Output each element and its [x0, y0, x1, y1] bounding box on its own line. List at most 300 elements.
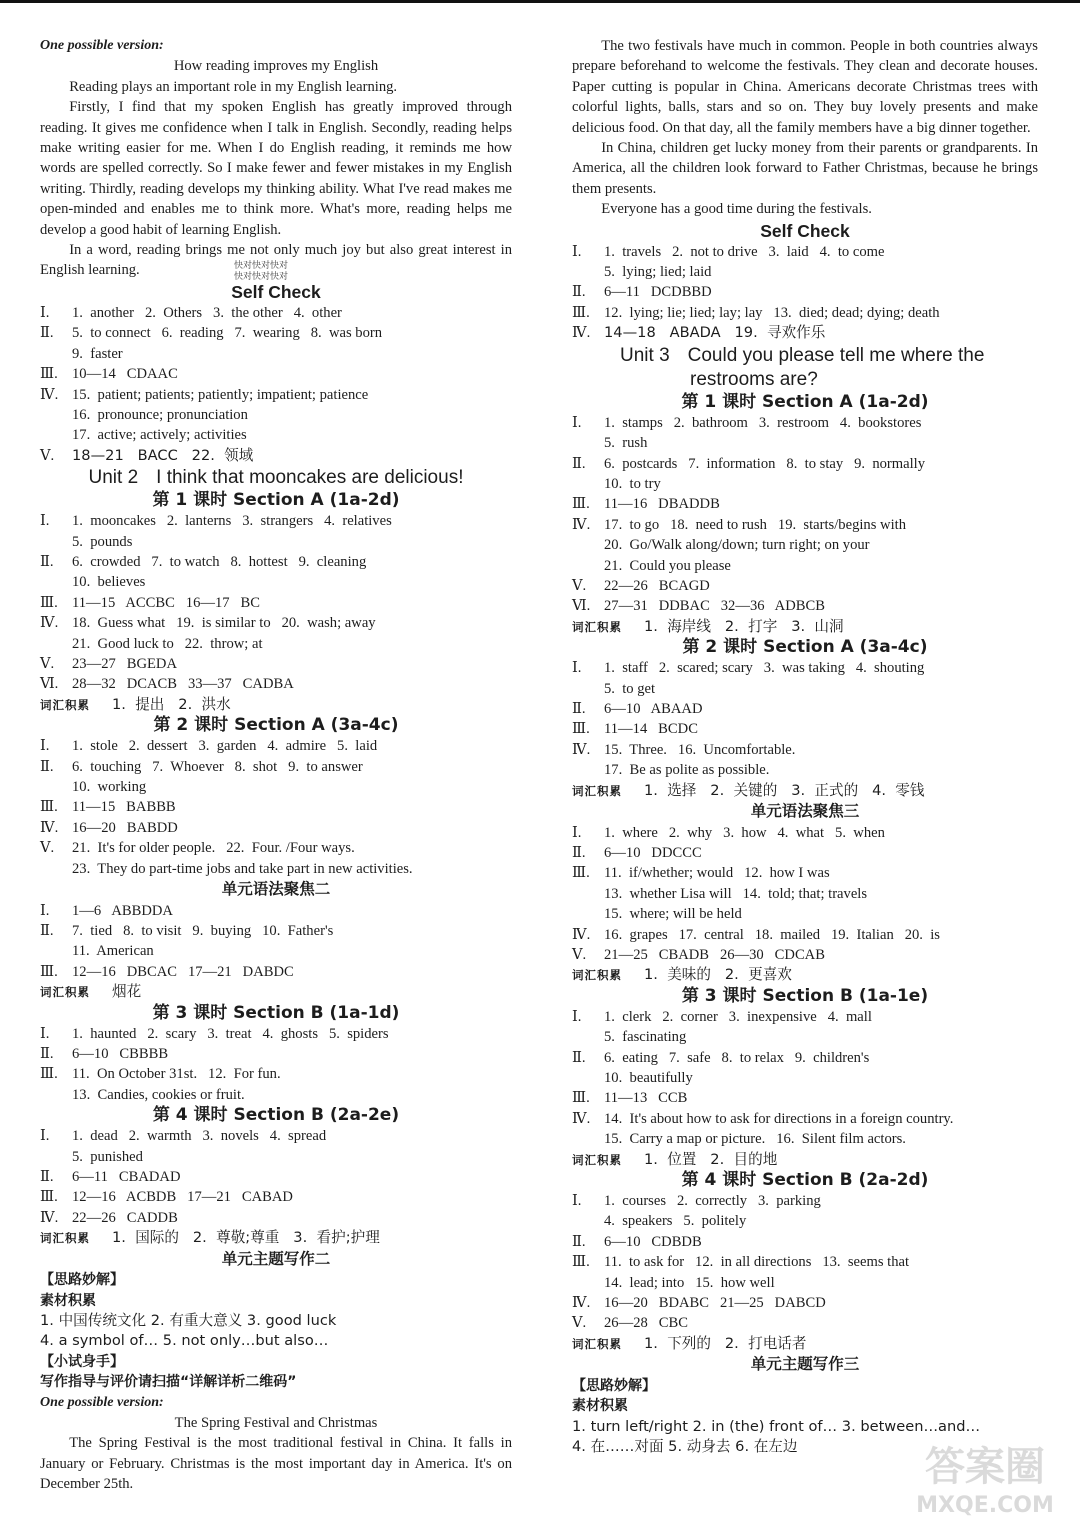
material-line: 1. turn left/right 2. in (the) front of… 3. between…and… [572, 1417, 981, 1435]
answer-text: 11. if/whether; would 12. how I was [604, 865, 830, 882]
answer-text: 6—11 CBADAD [72, 1169, 181, 1185]
answer-row [572, 242, 1038, 262]
section-numeral: Ⅳ. [40, 1209, 59, 1226]
section-numeral: Ⅳ. [572, 926, 591, 943]
essay-title: The Spring Festival and Christmas [174, 1414, 378, 1431]
answer-text: 11—15 BABBB [72, 799, 176, 816]
writing-heading: 单元主题写作三 [750, 1355, 860, 1374]
answer-row [572, 474, 1038, 494]
section-numeral: Ⅴ. [40, 447, 55, 464]
answer-row [572, 1313, 1038, 1333]
section-numeral: Ⅲ. [572, 1090, 590, 1107]
top-border-line [0, 0, 1080, 3]
vocab-row [572, 617, 1038, 637]
essay-paragraph: In China, children get lucky money from their parents or grandparents. In America, all the children look forward to Father Christmas, because he brings them presents. [572, 140, 1038, 197]
answer-row [40, 385, 512, 405]
idea-label: 【思路妙解】 [40, 1272, 124, 1289]
grammar-heading: 单元语法聚焦三 [750, 802, 860, 820]
answer-text: 4. speakers 5. politely [604, 1213, 747, 1230]
answer-row [40, 364, 512, 384]
answer-text: 17. active; actively; activities [72, 427, 247, 444]
answer-row [40, 921, 512, 941]
answer-row [572, 1191, 1038, 1211]
answer-row [40, 511, 512, 531]
answer-text: 11. to ask for 12. in all directions 13. seems that [604, 1254, 910, 1271]
answer-row [40, 323, 512, 343]
answer-row [572, 535, 1038, 555]
answer-row [572, 576, 1038, 596]
answer-text: 18. Guess what 19. is similar to 20. wash; away [72, 615, 376, 632]
self-check-heading: Self Check [760, 220, 850, 241]
section-numeral: Ⅰ. [572, 414, 582, 431]
answer-text: 18—21 BACC 22. 领域 [72, 446, 254, 464]
vocab-row [572, 965, 1038, 985]
answer-row [572, 740, 1038, 760]
section-numeral: Ⅱ. [572, 284, 586, 301]
answer-text: 16—20 BABDD [72, 819, 178, 836]
answer-row [572, 282, 1038, 302]
answer-text: 6. crowded 7. to watch 8. hottest 9. cleaning [72, 553, 367, 570]
answer-row [572, 454, 1038, 474]
answer-row [40, 344, 512, 364]
answer-row [40, 1167, 512, 1187]
section-numeral: Ⅳ. [40, 819, 59, 836]
watermark-line: 快对快对快对 [234, 261, 289, 271]
section-numeral: Ⅲ. [40, 366, 58, 383]
section-numeral: Ⅴ. [40, 840, 55, 857]
answer-row [572, 494, 1038, 514]
answer-text: 15. where; will be held [604, 906, 742, 923]
section-numeral: Ⅲ. [572, 1254, 590, 1271]
essay-paragraph: Firstly, I find that my spoken English has greatly improved through reading. It gives me confidence when I talk in English. Secondly, reading helps make writing easier for me. When I do English reading, it reminds me how words are spelled correctly. So I make fewer and fewer mistakes in my English writing. Thirdly, reading develops my thinking ability. What I've read makes me open-minded and enables me to think more. What's more, reading helps me develop a good habit of learning English. [40, 99, 512, 238]
vocab-row [572, 781, 1038, 801]
answer-row [40, 838, 512, 858]
section-numeral: Ⅱ. [572, 455, 586, 472]
essay-paragraph: The two festivals have much in common. People in both countries always prepare beforehand to welcome the festivals. They clean and decorate houses. Paper cutting is popular in China. Americans decorate Christmas trees with colorful lights, balls, stars and so on. They buy lovely presents and make delicious food. On that day, all the family members have a big dinner together. [572, 38, 1038, 136]
vocab-tag: 词汇积累 [40, 1231, 90, 1246]
section-numeral [572, 1211, 604, 1231]
answer-text: 5. to get [604, 680, 656, 697]
vocab-row [40, 1228, 512, 1248]
answer-text: 21. Good luck to 22. throw; at [72, 635, 263, 652]
answer-text: 12—16 DBCAC 17—21 DABDC [72, 963, 294, 980]
answer-row [40, 1064, 512, 1084]
answer-row [40, 552, 512, 572]
answer-row [572, 945, 1038, 965]
answer-row [40, 1208, 512, 1228]
section-numeral: Ⅰ. [40, 1025, 50, 1042]
unit-title: I think that mooncakes are delicious! [156, 467, 464, 489]
section-numeral [572, 556, 604, 576]
grammar-heading: 单元语法聚焦二 [221, 880, 331, 899]
answer-text: 12—16 ACBDB 17—21 CABAD [72, 1189, 293, 1206]
vocab-tag: 词汇积累 [572, 1336, 622, 1351]
answer-row [572, 323, 1038, 343]
essay-paragraph: The Spring Festival is the most traditional festival in China. It falls in January or February. Christmas is the most important day in America. It's on December 25th. [40, 1435, 512, 1493]
answer-text: 5. punished [72, 1148, 143, 1165]
section-numeral: Ⅰ. [572, 1193, 582, 1209]
answer-text: 16. grapes 17. central 18. mailed 19. Italian 20. is [604, 926, 940, 943]
section-numeral: Ⅳ. [572, 741, 591, 758]
section-numeral [40, 777, 72, 797]
lesson-heading: 第 4 课时 Section B (2a-2d) [681, 1170, 929, 1190]
answer-row [40, 1044, 512, 1064]
answer-row [40, 654, 512, 674]
vocab-tag: 词汇积累 [40, 985, 90, 1000]
answer-row [572, 1007, 1038, 1027]
answer-text: 16. pronounce; pronunciation [72, 406, 248, 423]
answer-row [40, 962, 512, 982]
self-check-heading: Self Check [231, 281, 321, 302]
answer-row [572, 679, 1038, 699]
answer-text: 6—10 CDBDB [604, 1233, 702, 1250]
section-numeral: Ⅱ. [572, 1233, 586, 1250]
answer-text: 16—20 BDABC 21—25 DABCD [604, 1295, 826, 1312]
answer-row [572, 658, 1038, 678]
vocab-row [40, 695, 512, 715]
vocab-tag: 词汇积累 [572, 1152, 622, 1167]
answer-text: 26—28 CBC [604, 1315, 688, 1332]
vocab-text: 烟花 [112, 983, 142, 1001]
answer-row [572, 1109, 1038, 1129]
answer-row [572, 515, 1038, 535]
answer-text: 5. to connect 6. reading 7. wearing 8. was born [72, 325, 383, 342]
section-numeral: Ⅱ. [40, 1045, 54, 1062]
answer-row [572, 699, 1038, 719]
idea-label: 【思路妙解】 [572, 1377, 656, 1394]
lesson-heading: 第 2 课时 Section A (3a-4c) [153, 715, 399, 736]
answer-row [572, 823, 1038, 843]
answer-text: 27—31 DDBAC 32—36 ADBCB [604, 598, 825, 615]
answer-text: 23—27 BGEDA [72, 655, 177, 672]
answer-row [40, 941, 512, 961]
answer-text: 14—18 ABADA 19. 寻欢作乐 [604, 324, 826, 342]
answer-row [572, 262, 1038, 282]
section-numeral [40, 1085, 72, 1105]
section-numeral [572, 535, 604, 555]
section-numeral: Ⅱ. [40, 325, 54, 342]
section-numeral [572, 1129, 604, 1149]
answer-text: 13. Candies, cookies or fruit. [72, 1086, 245, 1103]
section-numeral [40, 1147, 72, 1167]
right-column [572, 36, 1038, 1457]
answer-text: 14. lead; into 15. how well [604, 1274, 775, 1291]
answer-row [572, 760, 1038, 780]
answer-row [40, 757, 512, 777]
answer-row [572, 1048, 1038, 1068]
answer-text: 6—10 CBBBB [72, 1045, 169, 1062]
answer-row [572, 556, 1038, 576]
answer-row [572, 1211, 1038, 1231]
answer-text: 22—26 CADDB [72, 1209, 178, 1226]
answer-text: 22—26 BCAGD [604, 577, 710, 594]
answer-row [572, 1293, 1038, 1313]
answer-text: 1. haunted 2. scary 3. treat 4. ghosts 5. spiders [72, 1025, 389, 1042]
answer-text: 1. courses 2. correctly 3. parking [604, 1193, 821, 1209]
section-numeral: Ⅱ. [40, 553, 54, 570]
answer-row [40, 736, 512, 756]
answer-text: 10. beautifully [604, 1069, 693, 1086]
section-numeral [572, 262, 604, 282]
material-line: 1. 中国传统文化 2. 有重大意义 3. good luck [40, 1311, 337, 1329]
essay-paragraph: Reading plays an important role in my English learning. [69, 78, 398, 95]
vocab-tag: 词汇积累 [572, 968, 622, 983]
answer-text: 7. tied 8. to visit 9. buying 10. Father's [72, 922, 334, 939]
section-numeral: Ⅲ. [40, 594, 58, 611]
section-numeral: Ⅴ. [572, 1315, 587, 1332]
lesson-heading: 第 4 课时 Section B (2a-2e) [152, 1105, 400, 1126]
try-label: 【小试身手】 [40, 1353, 124, 1370]
lesson-heading: 第 3 课时 Section B (1a-1d) [152, 1002, 400, 1023]
answer-row [40, 572, 512, 592]
answer-row [572, 596, 1038, 616]
section-numeral: Ⅳ. [572, 1110, 591, 1127]
answer-text: 6. postcards 7. information 8. to stay 9. normally [604, 455, 926, 472]
answer-row [572, 433, 1038, 453]
vocab-text: 1. 美味的 2. 更喜欢 [644, 966, 792, 984]
section-numeral [40, 425, 72, 445]
answer-text: 1. where 2. why 3. how 4. what 5. when [604, 824, 885, 841]
answer-row [40, 532, 512, 552]
answer-row [40, 1085, 512, 1105]
section-numeral: Ⅳ. [572, 516, 591, 533]
answer-text: 6—11 DCDBBD [604, 284, 712, 301]
vocab-tag: 词汇积累 [572, 783, 622, 798]
section-numeral [572, 1027, 604, 1047]
watermark-logo-url: MXQE.COM [916, 1493, 1054, 1518]
section-numeral [572, 760, 604, 780]
material-label: 素材积累 [572, 1398, 628, 1415]
sample-intro: One possible version: [40, 1394, 164, 1410]
section-numeral: Ⅲ. [572, 304, 590, 321]
answer-text: 5. rush [604, 435, 648, 452]
section-numeral: Ⅰ. [572, 243, 582, 260]
answer-text: 11—14 BCDC [604, 721, 698, 738]
section-numeral: Ⅵ. [40, 676, 59, 693]
section-numeral: Ⅰ. [40, 738, 50, 755]
essay-title: How reading improves my English [173, 58, 379, 75]
unit-heading [40, 466, 512, 490]
vocab-tag: 词汇积累 [572, 619, 622, 634]
material-line: 4. 在……对面 5. 动身去 6. 在左边 [572, 1437, 798, 1455]
answer-text: 5. lying; lied; laid [604, 264, 712, 281]
answer-row [572, 1252, 1038, 1272]
section-numeral: Ⅳ. [40, 615, 59, 632]
section-numeral: Ⅰ. [40, 1128, 50, 1145]
answer-text: 11—16 DBADDB [604, 496, 720, 513]
self-check-answers [40, 303, 512, 466]
watermark-line: 快对快对快对 [234, 272, 289, 282]
section-numeral: Ⅲ. [40, 799, 58, 816]
vocab-text: 1. 提出 2. 洪水 [112, 695, 231, 713]
section-numeral: Ⅱ. [572, 700, 586, 717]
section-numeral: Ⅵ. [572, 598, 591, 615]
answer-text: 10. to try [604, 475, 661, 492]
section-numeral: Ⅳ. [572, 325, 591, 342]
lesson-heading: 第 3 课时 Section B (1a-1e) [681, 985, 929, 1006]
section-numeral: Ⅳ. [572, 1295, 591, 1312]
section-numeral: Ⅰ. [40, 304, 50, 321]
vocab-text: 1. 下列的 2. 打电话者 [644, 1334, 807, 1352]
answer-row [572, 1088, 1038, 1108]
answer-text: 14. It's about how to ask for directions in a foreign country. [604, 1110, 954, 1127]
answer-row [572, 1232, 1038, 1252]
section-numeral: Ⅲ. [572, 496, 590, 513]
answer-row [572, 1129, 1038, 1149]
answer-text: 1. staff 2. scared; scary 3. was taking 4. shouting [604, 660, 925, 677]
answer-text: 17. to go 18. need to rush 19. starts/begins with [604, 516, 906, 533]
answer-text: 11. American [72, 943, 154, 960]
answer-text: 1. mooncakes 2. lanterns 3. strangers 4. relatives [72, 513, 392, 530]
answer-text: 11—15 ACCBC 16—17 BC [72, 594, 260, 611]
answer-row [40, 674, 512, 694]
answer-text: 13. whether Lisa will 14. told; that; travels [604, 885, 868, 902]
section-numeral: Ⅲ. [572, 865, 590, 882]
section-numeral: Ⅰ. [572, 1008, 582, 1025]
section-numeral: Ⅱ. [572, 844, 586, 861]
section-numeral: Ⅱ. [40, 922, 54, 939]
section-numeral: Ⅴ. [40, 655, 55, 672]
section-numeral [572, 884, 604, 904]
answer-row [40, 818, 512, 838]
answer-text: 23. They do part-time jobs and take part in new activities. [72, 860, 413, 877]
answer-text: 21. Could you please [604, 557, 731, 574]
section-numeral [40, 344, 72, 364]
answer-text: 15. patient; patients; patiently; impatient; patience [72, 386, 369, 403]
section-numeral: Ⅰ. [40, 513, 50, 530]
answer-text: 28—32 DCACB 33—37 CADBA [72, 676, 294, 693]
answer-text: 1. travels 2. not to drive 3. laid 4. to come [604, 243, 885, 260]
answer-text: 1. stole 2. dessert 3. garden 4. admire 5. laid [72, 738, 378, 755]
section-numeral [40, 532, 72, 552]
section-numeral: Ⅴ. [572, 577, 587, 594]
answer-row [40, 303, 512, 323]
section-numeral: Ⅲ. [40, 1066, 58, 1083]
watermark-text [234, 261, 288, 283]
answer-row [40, 1024, 512, 1044]
answer-text: 5. pounds [72, 533, 133, 550]
answer-row [572, 843, 1038, 863]
section-numeral [40, 859, 72, 879]
answer-row [572, 303, 1038, 323]
answer-row [40, 1147, 512, 1167]
material-line: 4. a symbol of… 5. not only…but also… [40, 1332, 329, 1350]
material-label: 素材积累 [40, 1292, 96, 1309]
answer-text: 10. believes [72, 574, 146, 591]
answer-text: 6. eating 7. safe 8. to relax 9. children's [604, 1049, 870, 1066]
answer-text: 11. On October 31st. 12. For fun. [72, 1066, 281, 1083]
answer-row [40, 777, 512, 797]
answer-row [40, 1126, 512, 1146]
answer-text: 12. lying; lie; lied; lay; lay 13. died; dead; dying; death [604, 304, 940, 321]
section-numeral: Ⅱ. [40, 758, 54, 775]
vocab-text: 1. 选择 2. 关键的 3. 正式的 4. 零钱 [644, 781, 925, 799]
essay-paragraph: Everyone has a good time during the festivals. [601, 201, 872, 218]
unit-title-line2: restrooms are? [690, 368, 818, 390]
answer-row [40, 425, 512, 445]
answer-text: 15. Carry a map or picture. 16. Silent film actors. [604, 1131, 906, 1148]
answer-row [572, 413, 1038, 433]
section-numeral [40, 572, 72, 592]
watermark-logo-text: 答案圈 [925, 1444, 1045, 1490]
answer-text: 1. dead 2. warmth 3. novels 4. spread [72, 1128, 327, 1145]
watermark-logo [900, 1438, 1070, 1518]
answer-text: 10—14 CDAAC [72, 366, 178, 383]
section-numeral: Ⅰ. [572, 660, 582, 677]
unit-label: Unit 2 [88, 467, 139, 489]
answer-row [572, 863, 1038, 883]
answer-row [572, 1027, 1038, 1047]
guide-label: 写作指导与评价请扫描“详解详析二维码” [40, 1374, 297, 1391]
answer-row [572, 884, 1038, 904]
section-numeral [40, 405, 72, 425]
answer-text: 6. touching 7. Whoever 8. shot 9. to answer [72, 758, 363, 775]
answer-text: 11—13 CCB [604, 1090, 688, 1107]
answer-row [40, 797, 512, 817]
unit-label: Unit 3 [620, 344, 670, 366]
vocab-row [572, 1334, 1038, 1354]
answer-text: 15. Three. 16. Uncomfortable. [604, 741, 796, 758]
section-numeral: Ⅱ. [572, 1049, 586, 1066]
section-numeral: Ⅰ. [572, 824, 582, 841]
answer-text: 1. stamps 2. bathroom 3. restroom 4. bookstores [604, 414, 922, 431]
answer-text: 21—25 CBADB 26—30 CDCAB [604, 946, 825, 963]
answer-text: 6—10 ABAAD [604, 700, 703, 717]
answer-row [572, 1068, 1038, 1088]
section-numeral [572, 679, 604, 699]
vocab-text: 1. 国际的 2. 尊敬;尊重 3. 看护;护理 [112, 1229, 380, 1247]
lesson-heading: 第 1 课时 Section A (1a-2d) [152, 490, 400, 511]
section-numeral [572, 1068, 604, 1088]
answer-text: 17. Be as polite as possible. [604, 762, 770, 779]
section-numeral: Ⅲ. [572, 721, 590, 738]
lesson-heading: 第 2 课时 Section A (3a-4c) [682, 637, 928, 658]
answer-text: 1—6 ABBDDA [72, 902, 173, 919]
answer-row [572, 925, 1038, 945]
answer-row [40, 901, 512, 921]
vocab-text: 1. 海岸线 2. 打字 3. 山洞 [644, 617, 844, 635]
answer-text: 10. working [72, 779, 147, 795]
answer-row [40, 446, 512, 466]
answer-row [40, 1187, 512, 1207]
section-numeral: Ⅳ. [40, 386, 59, 403]
answer-text: 1. clerk 2. corner 3. inexpensive 4. mall [604, 1008, 872, 1025]
section-numeral: Ⅲ. [40, 963, 58, 980]
unit-heading [620, 344, 1038, 392]
section-numeral [572, 904, 604, 924]
section-numeral [572, 433, 604, 453]
answer-text: 9. faster [72, 345, 123, 362]
writing-heading: 单元主题写作二 [221, 1249, 331, 1268]
answer-row [40, 859, 512, 879]
section-numeral: Ⅴ. [572, 946, 587, 963]
left-column [40, 36, 512, 1495]
section-numeral [572, 474, 604, 494]
section-numeral [572, 1273, 604, 1293]
answer-text: 20. Go/Walk along/down; turn right; on your [604, 537, 870, 554]
essay-paragraph: In a word, reading brings me not only much joy but also great interest in English learning. [40, 242, 512, 279]
section-numeral: Ⅲ. [40, 1189, 58, 1206]
answer-text: 6—10 DDCCC [604, 844, 702, 861]
vocab-row [40, 982, 512, 1002]
section-numeral [40, 634, 72, 654]
answer-text: 5. fascinating [604, 1029, 687, 1046]
answer-row [572, 904, 1038, 924]
vocab-tag: 词汇积累 [40, 697, 90, 712]
lesson-heading: 第 1 课时 Section A (1a-2d) [681, 391, 929, 412]
sample-intro: One possible version: [40, 38, 164, 53]
answer-row [40, 613, 512, 633]
